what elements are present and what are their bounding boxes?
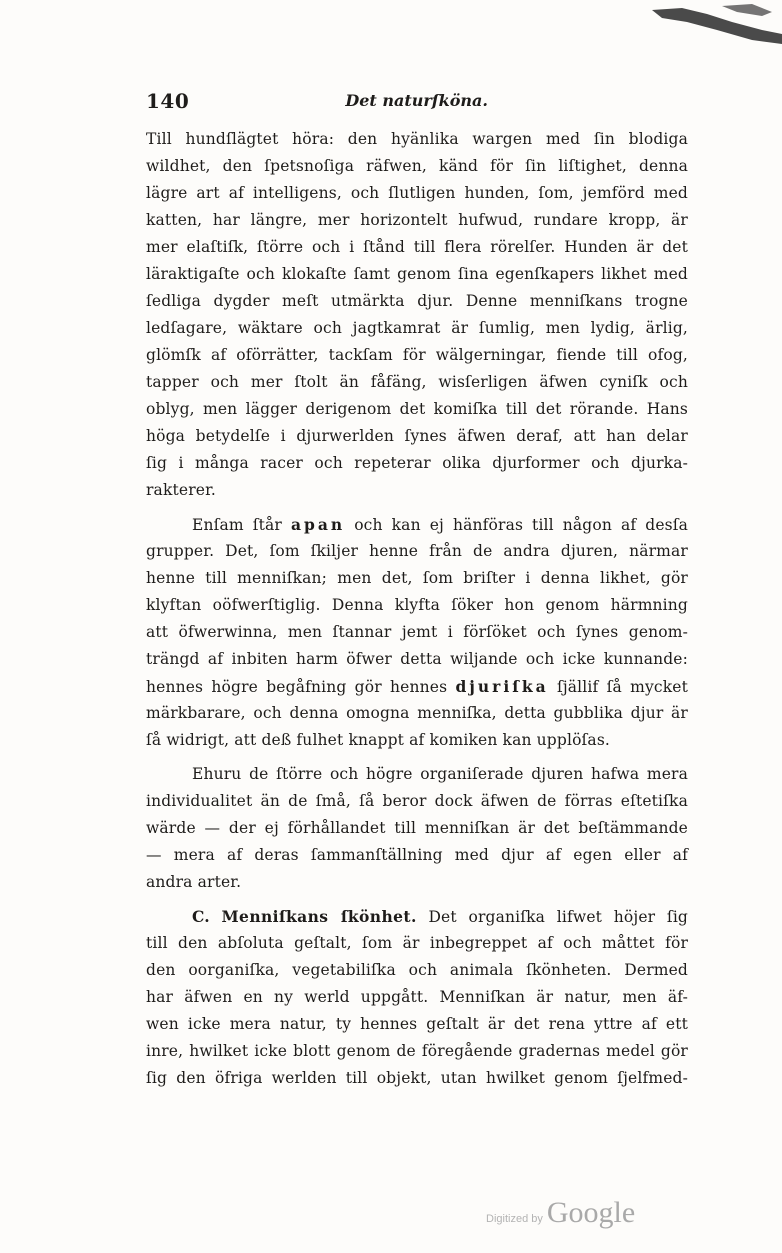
text-line [146, 903, 688, 930]
page-header [146, 88, 688, 114]
text-line: ſig den öfriga werlden till objekt, utan hwilket genom ſjelfmed- [146, 1069, 688, 1087]
text-line: wildhet, den ſpetsnoſiga räfwen, känd för ſin liſtighet, denna [146, 157, 688, 175]
emphasized-word: apan [290, 515, 346, 534]
paragraph-dogs [146, 126, 688, 504]
text-line: inre, hwilket icke blott genom de föregående gradernas medel gör [146, 1042, 688, 1060]
text-line: ſedliga dygder meſt utmärkta djur. Denne menniſkans trogne [146, 292, 688, 310]
watermark-prefix: Digitized by [486, 1213, 543, 1225]
text-line: individualitet än de ſmå, ſå beror dock äfwen de förras eſtetiſka [146, 792, 688, 810]
text-line: den oorganiſka, vegetabiliſka och animala ſkönheten. Dermed [146, 961, 688, 979]
text-fragment: och kan ej hänföras till någon af desſa [354, 516, 689, 534]
text-line: katten, har längre, mer horizontelt hufwud, rundare kropp, är [146, 211, 688, 229]
page-number: 140 [146, 89, 190, 113]
text-line: henne till menniſkan; men det, ſom briſter i denna likhet, gör [146, 569, 688, 587]
text-line: läraktigaſte och klokaſte ſamt genom ſina egenſkapers likhet med [146, 265, 688, 283]
paragraph-human-beauty [146, 903, 688, 1092]
text-line: wen icke mera natur, ty hennes geſtalt är det rena yttre af ett [146, 1015, 688, 1033]
text-line: mer elaſtiſk, ſtörre och i ſtånd till flera rörelſer. Hunden är det [146, 238, 688, 256]
text-line: grupper. Det, ſom ſkiljer henne från de andra djuren, närmar [146, 542, 688, 560]
text-line: oblyg, men lägger derigenom det komiſka till det rörande. Hans [146, 400, 688, 418]
text-line: wärde — der ej förhållandet till menniſkan är det beſtämmande [146, 819, 688, 837]
emphasized-word: djuriſka [455, 677, 549, 696]
text-line: glömſk af oförrätter, tackſam för wälgerningar, fiende till ofog, [146, 346, 688, 364]
text-line: ſå widrigt, att deß fulhet knappt af komiken kan upplöſas. [146, 731, 611, 749]
text-line: — mera af deras ſammanſtällning med djur af egen eller af [146, 846, 688, 864]
text-line: Till hundſlägtet höra: den hyänlika wargen med ſin blodiga [146, 130, 688, 148]
text-line: klyftan oöfwerſtiglig. Denna klyfta ſöker hon genom härmning [146, 596, 688, 614]
text-line: ſig i många racer och repeterar olika djurformer och djurka- [146, 454, 688, 472]
paragraph-apes [146, 511, 688, 754]
text-fragment: Det organiſka lifwet höjer ſig [428, 908, 688, 926]
running-title: Det naturſköna. [345, 91, 488, 110]
text-line: har äfwen en ny werld uppgått. Menniſkan är natur, men äf- [146, 988, 688, 1006]
scan-corner-smudge [612, 0, 782, 48]
text-line: till den abſoluta geſtalt, ſom är inbegreppet af och måttet för [146, 934, 688, 952]
text-line [146, 673, 688, 700]
watermark-brand: Google [546, 1196, 636, 1229]
text-line: märkbarare, och denna omogna menniſka, detta gubblika djur är [146, 704, 688, 722]
text-line: rakterer. [146, 481, 217, 499]
text-line: lägre art af intelligens, och ſlutligen hunden, ſom, jemförd med [146, 184, 688, 202]
section-label: C. [192, 907, 210, 926]
text-line: Ehuru de ſtörre och högre organiſerade djuren hafwa mera [192, 765, 688, 783]
text-line: höga betydelſe i djurwerlden ſynes äfwen deraf, att han delar [146, 427, 688, 445]
text-line: ledſagare, wäktare och jagtkamrat är ſumlig, men lydig, ärlig, [146, 319, 688, 337]
text-fragment: hennes högre begåfning gör hennes [146, 678, 448, 696]
text-fragment: ſjällif ſå mycket [556, 678, 689, 696]
text-line: att öfwerwinna, men ſtannar jemt i förſöket och ſynes genom- [146, 623, 688, 641]
paragraph-individuality [146, 761, 688, 896]
text-line [146, 511, 688, 538]
digitization-watermark [486, 1196, 635, 1236]
section-heading: Menniſkans ſkönhet. [221, 907, 417, 926]
text-line: tapper och mer ſtolt än fåfäng, wisſerligen äfwen cyniſk och [146, 373, 688, 391]
text-fragment: Enſam ſtår [192, 516, 282, 534]
body-text [146, 126, 688, 1099]
text-line: trängd af inbiten harm öfwer detta wiljande och icke kunnande: [146, 650, 688, 668]
text-line: andra arter. [146, 873, 242, 891]
